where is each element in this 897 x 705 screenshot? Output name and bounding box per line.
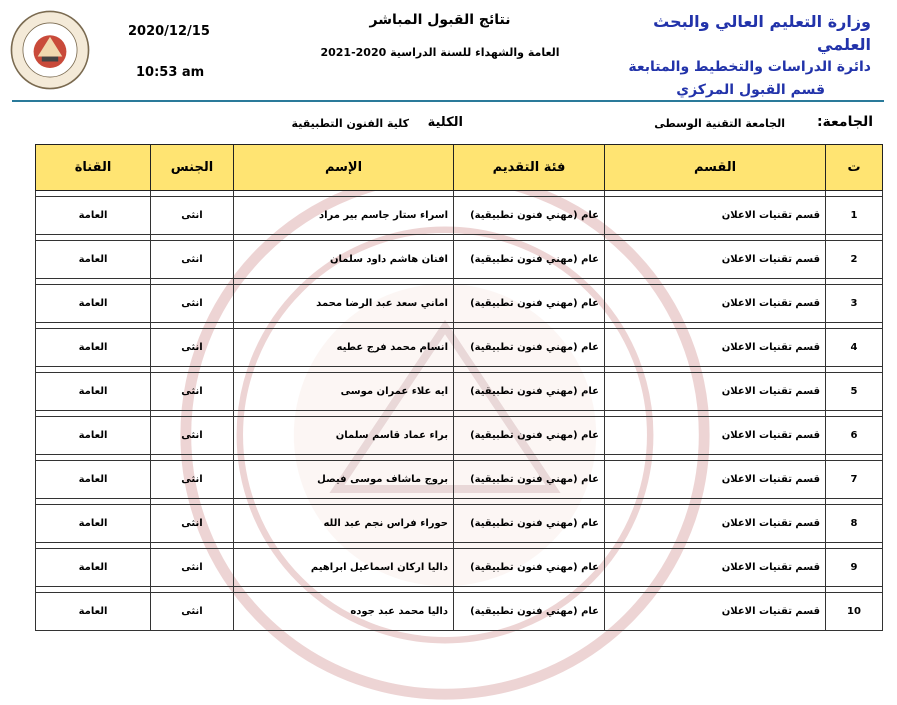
table-body xyxy=(36,191,883,631)
cell-dept: قسم تقنيات الاعلان xyxy=(605,373,826,411)
college-label: الكلية xyxy=(427,115,463,130)
table-row xyxy=(36,461,883,499)
cell-channel: العامة xyxy=(36,549,151,587)
cell-name: افنان هاشم داود سلمان xyxy=(234,241,454,279)
cell-category: عام (مهني فنون تطبيقية) xyxy=(454,241,605,279)
cell-gender: انثى xyxy=(151,461,234,499)
table-row xyxy=(36,241,883,279)
cell-num: 9 xyxy=(826,549,883,587)
cell-dept: قسم تقنيات الاعلان xyxy=(605,505,826,543)
cell-category: عام (مهني فنون تطبيقية) xyxy=(454,593,605,631)
cell-num: 2 xyxy=(826,241,883,279)
header-num: ت xyxy=(826,145,883,191)
ministry-logo xyxy=(9,9,91,91)
table-row xyxy=(36,285,883,323)
report-subtitle: العامة والشهداء للسنة الدراسية 2020-2021 xyxy=(320,46,560,59)
cell-channel: العامة xyxy=(36,373,151,411)
cell-name: براء عماد قاسم سلمان xyxy=(234,417,454,455)
cell-channel: العامة xyxy=(36,329,151,367)
cell-name: داليا اركان اسماعيل ابراهيم xyxy=(234,549,454,587)
header-gender: الجنس xyxy=(151,145,234,191)
cell-gender: انثى xyxy=(151,417,234,455)
table-row xyxy=(36,505,883,543)
cell-dept: قسم تقنيات الاعلان xyxy=(605,285,826,323)
report-title-block xyxy=(300,12,580,59)
header-name: الإسم xyxy=(234,145,454,191)
cell-num: 5 xyxy=(826,373,883,411)
cell-name: ايه علاء عمران موسى xyxy=(234,373,454,411)
cell-num: 6 xyxy=(826,417,883,455)
cell-gender: انثى xyxy=(151,241,234,279)
university-label: الجامعة: xyxy=(816,114,873,130)
cell-dept: قسم تقنيات الاعلان xyxy=(605,241,826,279)
university-value: الجامعة التقنية الوسطى xyxy=(654,117,785,130)
directorate-name: دائرة الدراسات والتخطيط والمتابعة xyxy=(628,59,871,75)
cell-num: 8 xyxy=(826,505,883,543)
cell-channel: العامة xyxy=(36,505,151,543)
table-row xyxy=(36,593,883,631)
cell-category: عام (مهني فنون تطبيقية) xyxy=(454,285,605,323)
cell-name: بروج ماشاف موسى فيصل xyxy=(234,461,454,499)
admission-results-table xyxy=(35,144,883,631)
cell-category: عام (مهني فنون تطبيقية) xyxy=(454,461,605,499)
table-row xyxy=(36,373,883,411)
table-header-row xyxy=(36,145,883,191)
cell-channel: العامة xyxy=(36,197,151,235)
cell-name: انسام محمد فرج عطيه xyxy=(234,329,454,367)
department-name: قسم القبول المركزي xyxy=(676,82,825,98)
cell-category: عام (مهني فنون تطبيقية) xyxy=(454,417,605,455)
cell-gender: انثى xyxy=(151,549,234,587)
cell-channel: العامة xyxy=(36,593,151,631)
cell-category: عام (مهني فنون تطبيقية) xyxy=(454,505,605,543)
cell-num: 10 xyxy=(826,593,883,631)
cell-num: 4 xyxy=(826,329,883,367)
cell-dept: قسم تقنيات الاعلان xyxy=(605,593,826,631)
cell-name: حوراء فراس نجم عبد الله xyxy=(234,505,454,543)
cell-category: عام (مهني فنون تطبيقية) xyxy=(454,329,605,367)
cell-gender: انثى xyxy=(151,505,234,543)
cell-gender: انثى xyxy=(151,197,234,235)
cell-channel: العامة xyxy=(36,417,151,455)
college-value: كلية الفنون التطبيقية xyxy=(291,117,409,130)
cell-name: داليا محمد عبد جوده xyxy=(234,593,454,631)
cell-channel: العامة xyxy=(36,241,151,279)
header-channel: القناة xyxy=(36,145,151,191)
cell-dept: قسم تقنيات الاعلان xyxy=(605,197,826,235)
cell-dept: قسم تقنيات الاعلان xyxy=(605,461,826,499)
cell-gender: انثى xyxy=(151,285,234,323)
header-category: فئة التقديم xyxy=(454,145,605,191)
cell-num: 1 xyxy=(826,197,883,235)
table-row xyxy=(36,197,883,235)
cell-category: عام (مهني فنون تطبيقية) xyxy=(454,197,605,235)
cell-num: 3 xyxy=(826,285,883,323)
cell-name: اسراء ستار جاسم بير مراد xyxy=(234,197,454,235)
cell-dept: قسم تقنيات الاعلان xyxy=(605,417,826,455)
report-title: نتائج القبول المباشر xyxy=(369,12,511,28)
header-dept: القسم xyxy=(605,145,826,191)
report-time: 10:53 am xyxy=(136,65,205,80)
cell-name: اماني سعد عبد الرضا محمد xyxy=(234,285,454,323)
cell-gender: انثى xyxy=(151,593,234,631)
table-row xyxy=(36,329,883,367)
cell-channel: العامة xyxy=(36,285,151,323)
cell-gender: انثى xyxy=(151,329,234,367)
university-info xyxy=(0,114,897,134)
table-row xyxy=(36,549,883,587)
ministry-name: وزارة التعليم العالي والبحث العلمي xyxy=(653,12,871,54)
cell-dept: قسم تقنيات الاعلان xyxy=(605,549,826,587)
report-date: 2020/12/15 xyxy=(128,24,210,39)
cell-gender: انثى xyxy=(151,373,234,411)
header-divider xyxy=(12,100,884,102)
table-row xyxy=(36,417,883,455)
cell-num: 7 xyxy=(826,461,883,499)
cell-category: عام (مهني فنون تطبيقية) xyxy=(454,373,605,411)
ministry-header xyxy=(611,10,871,102)
cell-dept: قسم تقنيات الاعلان xyxy=(605,329,826,367)
cell-category: عام (مهني فنون تطبيقية) xyxy=(454,549,605,587)
cell-channel: العامة xyxy=(36,461,151,499)
